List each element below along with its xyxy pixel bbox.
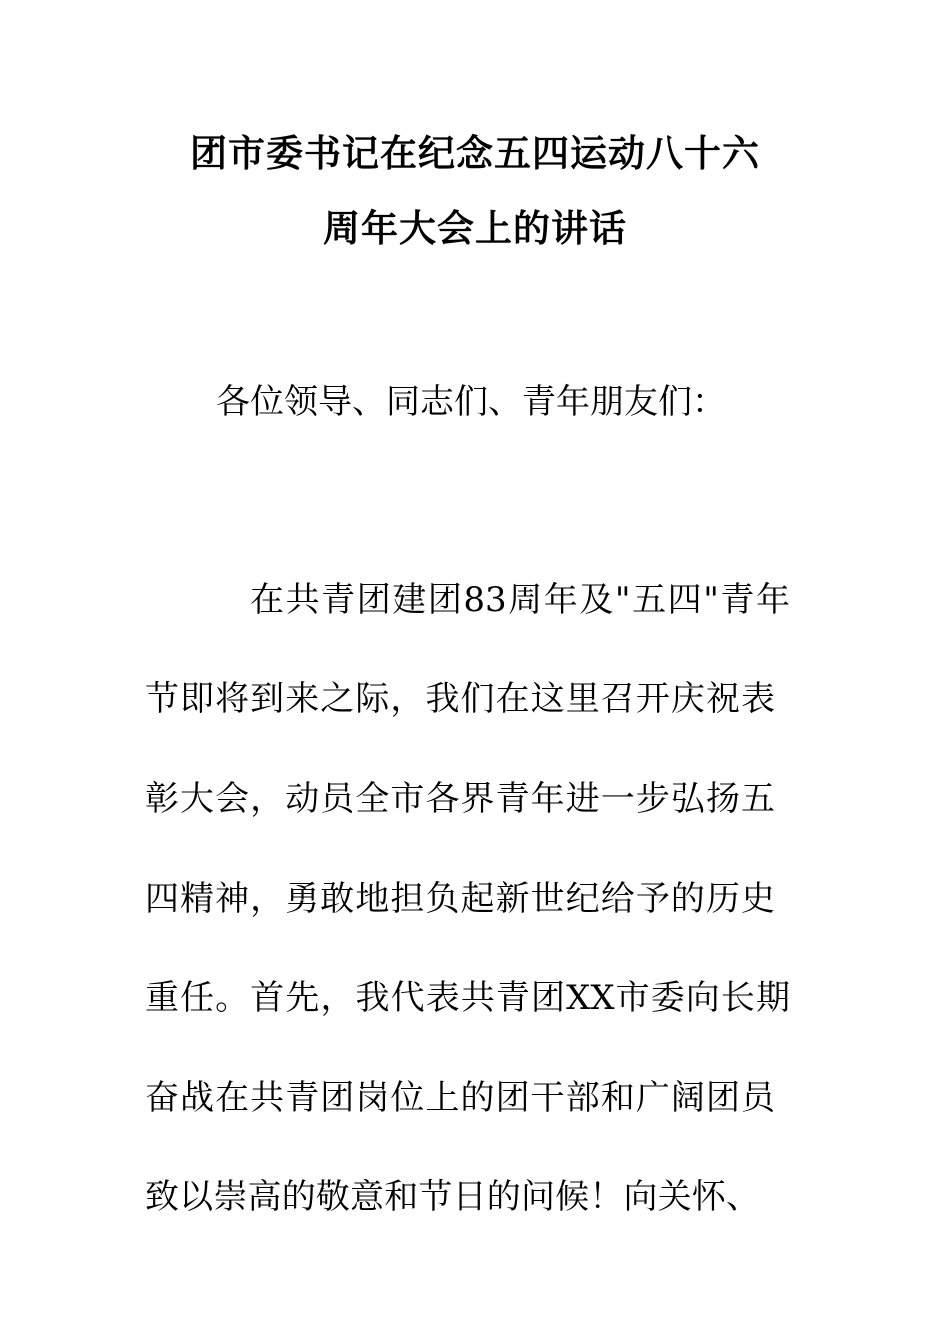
document-title-line-1: 团市委书记在纪念五四运动八十六 <box>190 132 760 175</box>
paragraph-line-5: 重任。首先，我代表共青团XX市委向长期 <box>145 978 790 1018</box>
paragraph-line-1: 在共青团建团83周年及"五四"青年 <box>250 580 790 620</box>
document-title-line-2: 周年大会上的讲话 <box>323 207 627 250</box>
paragraph-line-6: 奋战在共青团岗位上的团干部和广阔团员 <box>145 1078 775 1118</box>
paragraph-line-2: 节即将到来之际，我们在这里召开庆祝表 <box>145 679 775 719</box>
paragraph-line-7: 致以崇高的敬意和节日的问候！向关怀、 <box>145 1177 760 1217</box>
paragraph-line-4: 四精神，勇敢地担负起新世纪给予的历史 <box>145 879 775 919</box>
paragraph-line-3: 彰大会，动员全市各界青年进一步弘扬五 <box>145 779 775 819</box>
salutation: 各位领导、同志们、青年朋友们： <box>216 382 726 422</box>
